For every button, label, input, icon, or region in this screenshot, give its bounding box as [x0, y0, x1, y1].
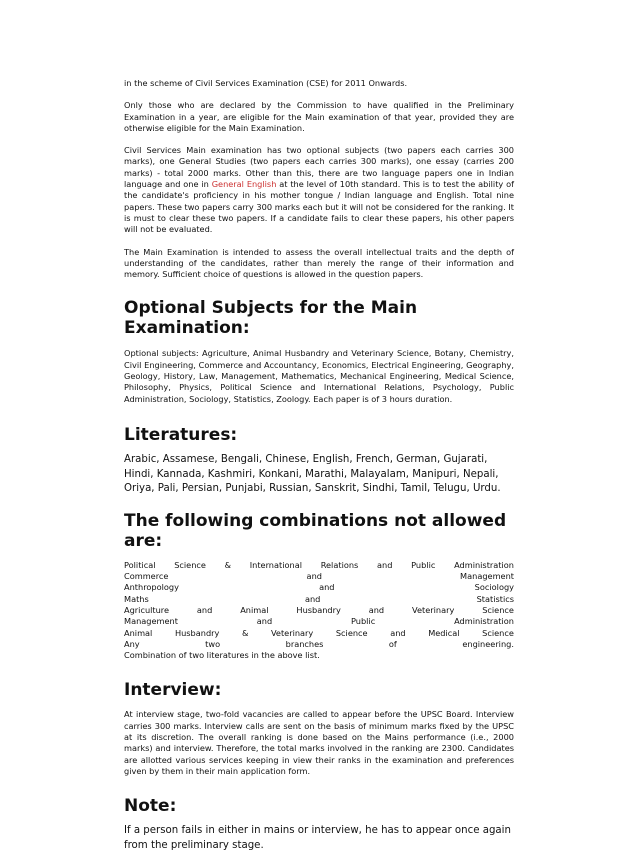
combination-word: Veterinary	[270, 627, 314, 638]
combination-word: Public	[411, 559, 436, 570]
interview-heading: Interview:	[124, 680, 222, 701]
combination-word: Any	[124, 638, 140, 649]
intro-paragraph-4: The Main Examination is intended to assess the overall intellectual traits and the depth of understanding of the candidates, rather than merely the range of their information and memory. Sufficient choice of questions is allowed in the question papers.	[124, 246, 514, 280]
combination-word: and	[256, 616, 273, 627]
combination-row	[124, 639, 514, 650]
optional-subjects-heading: Optional Subjects for the Main Examination:	[124, 298, 418, 339]
combination-word: Maths	[124, 593, 149, 604]
combination-word: Animal	[124, 627, 153, 638]
combination-word: Anthropology	[124, 582, 179, 593]
combination-row	[124, 594, 514, 605]
combination-word: Sociology	[474, 582, 514, 593]
combination-word: Veterinary	[412, 604, 455, 615]
combination-word: Statistics	[476, 593, 514, 604]
combination-word: and	[196, 604, 213, 615]
combination-row	[124, 605, 514, 616]
combination-word: and	[306, 571, 322, 582]
note-heading: Note:	[124, 796, 177, 817]
document-content	[124, 78, 514, 853]
combination-word: &	[241, 627, 249, 638]
optional-subjects-text: Optional subjects: Agriculture, Animal Husbandry and Veterinary Science, Botany, Chemistry, Civil Engineering, Commerce and Accountancy, Economics, Electrical Engineering, Geography, Geology, History, Law, Management, Mathematics, Mechanical Engineering, Medical Science, Philosophy, Physics, Political Science and International Relations, Psychology, Public Administration, Sociology, Statistics, Zoology. Each paper is of 3 hours duration.	[124, 348, 514, 404]
combination-word: Animal	[240, 604, 269, 615]
note-text: If a person fails in either in mains or interview, he has to appear once again from the preliminary stage.	[124, 825, 511, 851]
combination-word: Management	[460, 571, 514, 582]
combination-word: Science	[174, 559, 206, 570]
intro-paragraph-1: in the scheme of Civil Services Examination (CSE) for 2011 Onwards.	[124, 78, 408, 88]
combination-word: Science	[482, 627, 514, 638]
combination-word: branches	[285, 638, 324, 649]
combination-row	[124, 560, 514, 571]
literatures-heading: Literatures:	[124, 424, 238, 445]
combination-word: International	[249, 559, 302, 570]
combination-word: engineering.	[462, 638, 514, 649]
combination-word: Public	[351, 616, 376, 627]
combination-word: &	[224, 559, 232, 570]
combination-word: two	[205, 638, 221, 649]
combination-word: Husbandry	[174, 627, 220, 638]
combination-word: Commerce	[124, 571, 169, 582]
combination-word: Science	[335, 627, 368, 638]
combination-row	[124, 571, 514, 582]
combination-word: Administration	[454, 559, 514, 570]
combination-word: Medical	[428, 627, 460, 638]
intro-paragraph-2: Only those who are declared by the Commission to have qualified in the Preliminary Examination in a year, are eligible for the Main examination of that year, provided they are otherwise eligible for the Main Examination.	[124, 100, 514, 133]
combination-word: Science	[482, 604, 514, 615]
combination-word: and	[377, 559, 393, 570]
combination-row	[124, 616, 514, 627]
interview-text: At interview stage, two-fold vacancies are called to appear before the UPSC Board. Interview carries 300 marks. Interview calls are sent on the basis of minimum marks fixed by the UPSC at its discretion. The overall ranking is done based on the Mains performance (i.e., 2000 marks) and interview. Therefore, the total marks involved in the ranking are 2300. Candidates are allotted various services keeping in view their ranks in the examination and preferences given by them in their main application form.	[124, 709, 514, 776]
combinations-list	[124, 560, 514, 650]
combination-row	[124, 582, 514, 593]
intro-paragraph-3: Civil Services Main examination has two optional subjects (two papers each carries 300 marks), one General Studies (two papers each carries 300 marks), one essay (carries 200 marks) - total 2000 marks. Other than this, there are two language papers one in Indian language and one in General English at the level of 10th standard. This is to test the ability of the candidate's proficiency in his mother tongue / Indian language and English. Total nine papers. These two papers carry 300 marks each but it will not be considered for the ranking. It is must to clear these two papers. If a candidate fails to clear these papers, his other papers will not be evaluated.	[124, 145, 515, 235]
literatures-text: Arabic, Assamese, Bengali, Chinese, English, French, German, Gujarati, Hindi, Kannada, Kashmiri, Konkani, Marathi, Malayalam, Manipuri, Nepali, Oriya, Pali, Persian, Punjabi, Russian, Sanskrit, Sindhi, Tamil, Telugu, Urdu.	[124, 453, 501, 495]
combination-word: Agriculture	[124, 604, 170, 615]
combination-word: Administration	[454, 616, 514, 627]
combination-word: Political	[124, 559, 156, 570]
combinations-last-line: Combination of two literatures in the above list.	[124, 650, 320, 661]
combination-word: Husbandry	[296, 604, 341, 615]
combination-word: of	[388, 638, 397, 649]
combination-word: and	[368, 604, 385, 615]
combination-word: and	[319, 582, 335, 593]
combination-word: Relations	[320, 559, 359, 570]
general-english-link[interactable]: General English	[211, 179, 277, 190]
combination-word: Management	[124, 616, 178, 627]
combinations-heading: The following combinations not allowed are:	[124, 510, 507, 551]
combination-row	[124, 628, 514, 639]
combination-word: and	[390, 627, 406, 638]
combination-word: and	[304, 593, 321, 604]
